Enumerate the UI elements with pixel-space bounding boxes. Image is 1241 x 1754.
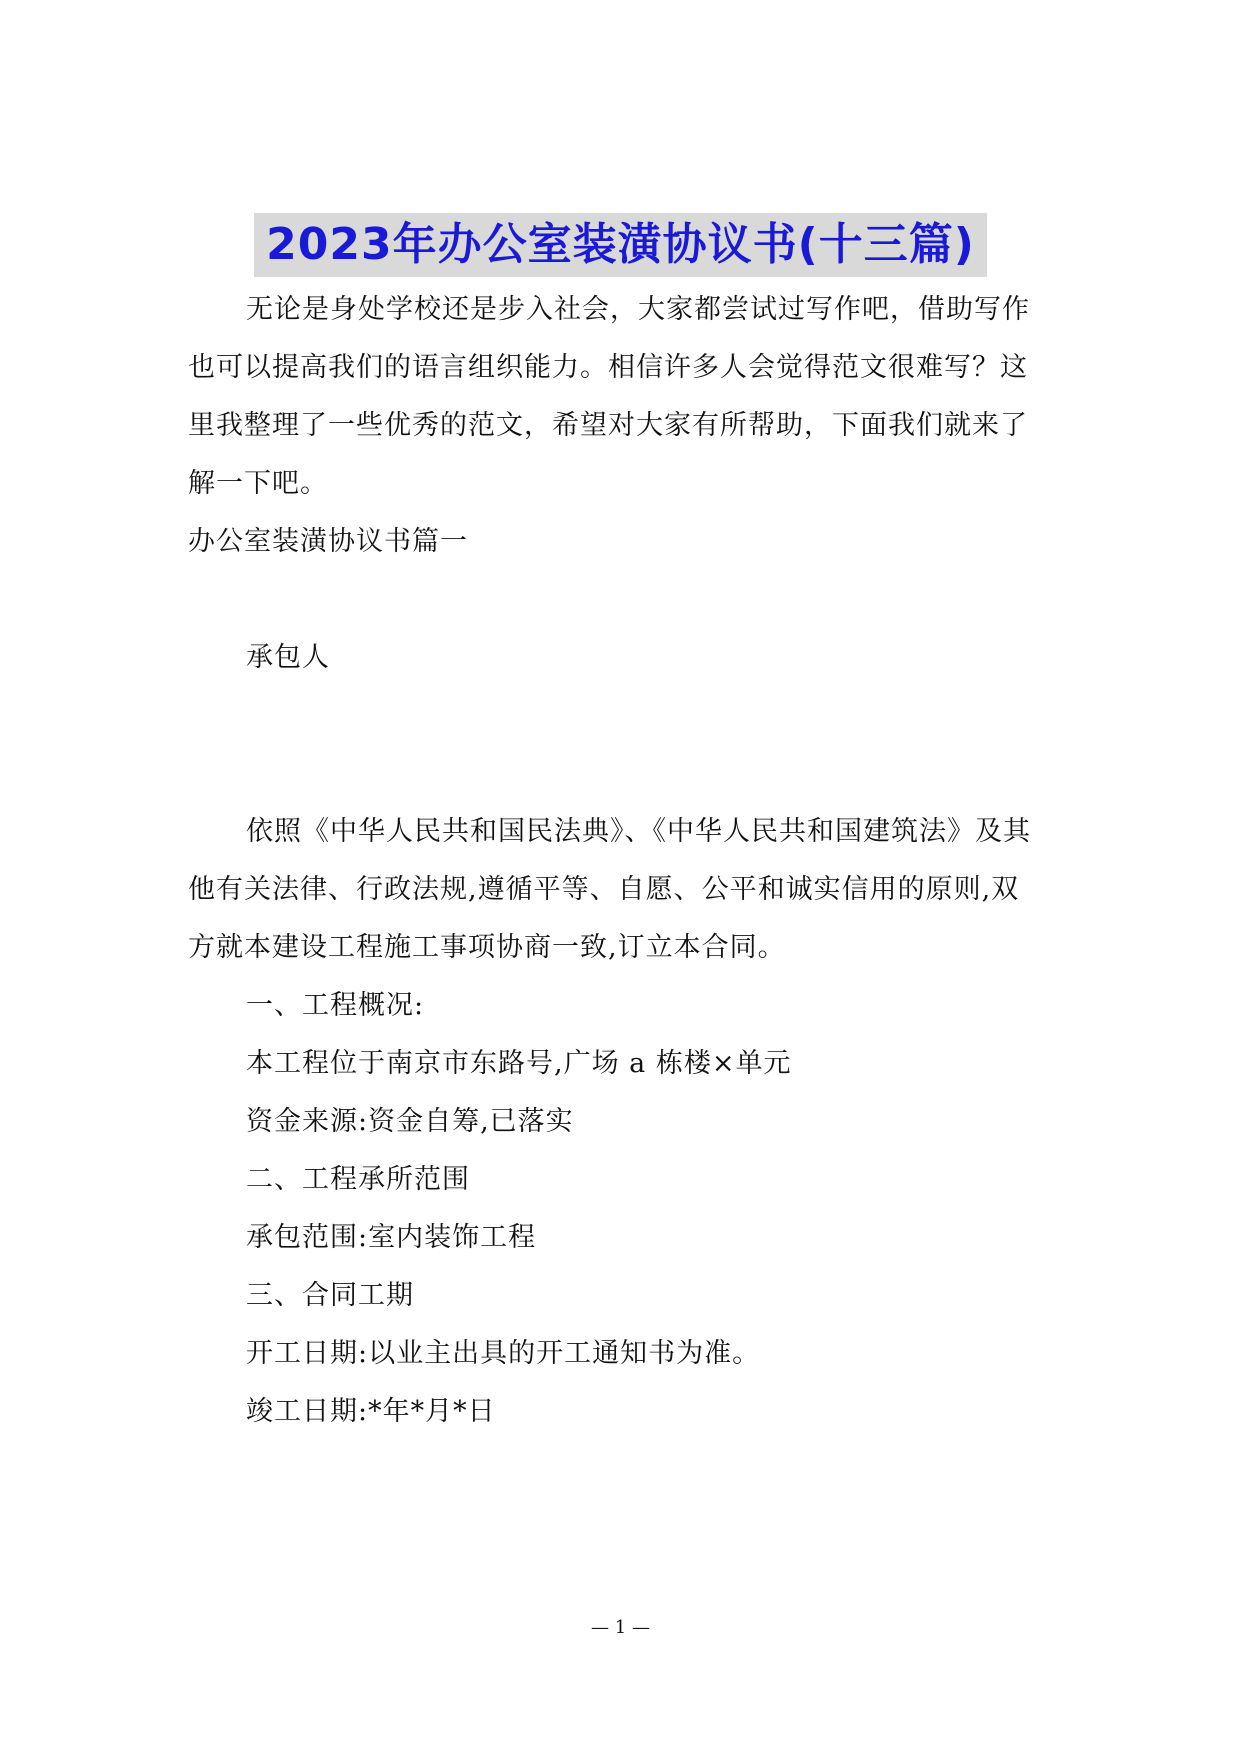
clause-line: 竣工日期:*年*月*日 bbox=[246, 1396, 496, 1427]
intro-line: 解一下吧。 bbox=[188, 468, 328, 499]
contractor-label: 承包人 bbox=[246, 642, 330, 673]
clause-heading: 二、工程承所范围 bbox=[246, 1164, 470, 1195]
intro-line: 里我整理了一些优秀的范文，希望对大家有所帮助，下面我们就来了 bbox=[188, 410, 1028, 441]
intro-line: 无论是身处学校还是步入社会，大家都尝试过写作吧，借助写作 bbox=[246, 294, 1030, 325]
document-title: 2023年办公室装潢协议书(十三篇) bbox=[254, 213, 987, 277]
clause-line: 资金来源:资金自筹,已落实 bbox=[246, 1106, 574, 1137]
basis-line: 他有关法律、行政法规,遵循平等、自愿、公平和诚实信用的原则,双 bbox=[188, 874, 1020, 905]
intro-line: 也可以提高我们的语言组织能力。相信许多人会觉得范文很难写？这 bbox=[188, 352, 1028, 383]
clause-line: 本工程位于南京市东路号,广场 a 栋楼×单元 bbox=[246, 1048, 792, 1079]
clause-line: 开工日期:以业主出具的开工通知书为准。 bbox=[246, 1338, 761, 1369]
section-heading: 办公室装潢协议书篇一 bbox=[188, 526, 468, 557]
basis-line: 依照《中华人民共和国民法典》、《中华人民共和国建筑法》及其 bbox=[246, 816, 1031, 847]
clause-heading: 三、合同工期 bbox=[246, 1280, 414, 1311]
basis-line: 方就本建设工程施工事项协商一致,订立本合同。 bbox=[188, 932, 786, 963]
title-container bbox=[0, 213, 1241, 277]
clause-heading: 一、工程概况: bbox=[246, 990, 425, 1021]
clause-line: 承包范围:室内装饰工程 bbox=[246, 1222, 537, 1253]
page-number: — 1 — bbox=[591, 1617, 650, 1638]
